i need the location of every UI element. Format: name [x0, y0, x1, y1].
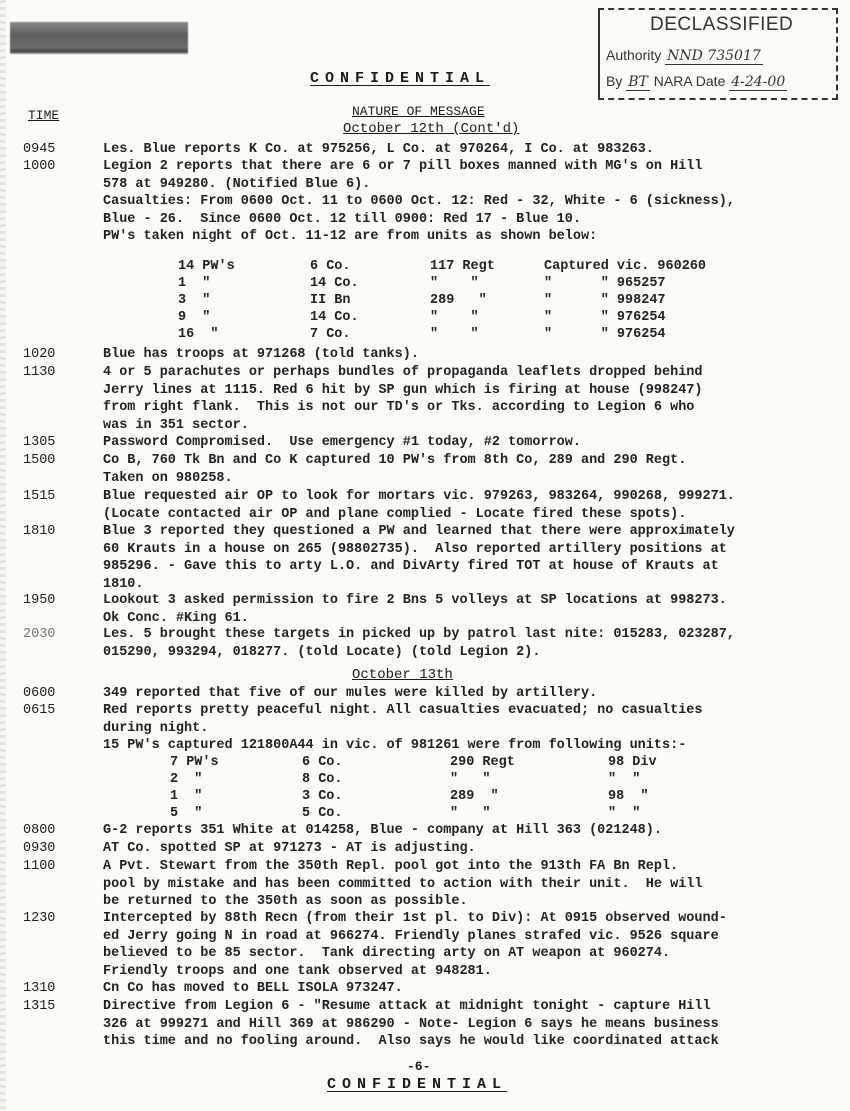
entry-time: 1500 — [23, 453, 56, 468]
classification-header: CONFIDENTIAL — [310, 70, 491, 87]
entry-line: G-2 reports 351 White at 014258, Blue - company at Hill 363 (021248). — [103, 823, 662, 838]
entry-line: Lookout 3 asked permission to fire 2 Bns 5 volleys at SP locations at 998273. — [103, 593, 727, 608]
scan-edge — [0, 0, 6, 1111]
entry-line: Jerry lines at 1115. Red 6 hit by SP gun which is firing at house (998247) — [103, 382, 703, 398]
entry-line: Taken on 980258. — [103, 470, 233, 486]
entry-line: 326 at 999271 and Hill 369 at 986290 - Note- Legion 6 says he means business — [103, 1016, 719, 1032]
pw-table-cell: 289 " — [430, 293, 487, 308]
entry-time: 1230 — [23, 911, 56, 926]
pw-table-cell: 5 " — [170, 806, 203, 821]
pw-table-cell: 14 Co. — [310, 276, 359, 291]
entry-line: Blue 3 reported they questioned a PW and learned that there were approximately — [103, 524, 735, 539]
declassified-stamp — [598, 8, 838, 100]
stamp-authority-value: NND 735017 — [667, 48, 761, 64]
pw-table-cell: " " — [608, 806, 641, 821]
entry-line: Password Compromised. Use emergency #1 today, #2 tomorrow. — [103, 435, 581, 450]
entry-line: from right flank. This is not our TD's or Tks. according to Legion 6 who — [103, 400, 695, 415]
entry-line: Les. 5 brought these targets in picked up by patrol last nite: 015283, 023287, — [103, 627, 735, 642]
entry-line: Co B, 760 Tk Bn and Co K captured 10 PW's from 8th Co, 289 and 290 Regt. — [103, 453, 687, 468]
entry-time: 1305 — [23, 435, 56, 450]
entry-line: 15 PW's captured 121800A44 in vic. of 981261 were from following units:- — [103, 738, 687, 753]
entry-time: 0615 — [23, 703, 56, 718]
entry-line: this time and no fooling around. Also says he would like coordinated attack — [103, 1034, 719, 1049]
stamp-by-value: BT — [628, 74, 648, 90]
entry-line: Blue requested air OP to look for mortars vic. 979263, 983264, 990268, 999271. — [103, 489, 735, 504]
entry-line: pool by mistake and has been committed to action with their unit. He will — [103, 876, 703, 892]
entry-line: Directive from Legion 6 - "Resume attack at midnight tonight - capture Hill — [103, 999, 711, 1014]
entry-time: 1130 — [23, 365, 56, 380]
pw-table-cell: 9 " — [178, 310, 211, 325]
entry-line: Les. Blue reports K Co. at 975256, L Co. at 970264, I Co. at 983263. — [103, 142, 654, 157]
pw-table-cell: 7 Co. — [310, 327, 351, 342]
entry-line: 1810. — [103, 576, 144, 592]
entry-time: 0930 — [23, 841, 56, 856]
pw-table-cell: 14 Co. — [310, 310, 359, 325]
pw-table-cell: 6 Co. — [310, 259, 351, 274]
pw-table-cell: II Bn — [310, 293, 351, 308]
entry-line: Friendly troops and one tank observed at 948281. — [103, 963, 492, 979]
pw-table-cell: 290 Regt — [450, 755, 515, 770]
pw-table-cell: 1 " — [178, 276, 211, 291]
pw-table-cell: " " 976254 — [544, 310, 666, 325]
entry-line: 578 at 949280. (Notified Blue 6). — [103, 176, 371, 192]
entry-line: 349 reported that five of our mules were killed by artillery. — [103, 686, 598, 701]
entry-time: 0945 — [23, 142, 56, 157]
pw-table-cell: " " — [430, 310, 479, 325]
entry-time: 1515 — [23, 489, 56, 504]
pw-table-cell: " " — [450, 806, 491, 821]
entry-line: A Pvt. Stewart from the 350th Repl. pool got into the 913th FA Bn Repl. — [103, 859, 679, 874]
nature-column-header: NATURE OF MESSAGE — [352, 104, 485, 119]
entry-line: was in 351 sector. — [103, 417, 249, 433]
pw-table-cell: Captured vic. 960260 — [544, 259, 707, 274]
pw-table-cell: " " — [608, 772, 641, 787]
pw-table-cell: 117 Regt — [430, 259, 495, 274]
pw-table-cell: 3 Co. — [302, 789, 343, 804]
stamp-nara-value: 4-24-00 — [731, 74, 786, 90]
entry-line: Cn Co has moved to BELL ISOLA 973247. — [103, 981, 403, 996]
time-column-header: TIME — [28, 108, 60, 123]
page-number: -6- — [407, 1059, 431, 1074]
entry-time: 0800 — [23, 823, 56, 838]
entry-line: Blue has troops at 971268 (told tanks). — [103, 347, 419, 362]
pw-table-cell: 1 " — [170, 789, 203, 804]
pw-table-cell: 16 " — [178, 327, 219, 342]
stamp-by — [606, 72, 787, 91]
pw-table-cell: 289 " — [450, 789, 499, 804]
pw-table-cell: " " 998247 — [544, 293, 666, 308]
pw-table-cell: " " — [450, 772, 491, 787]
entry-time: 1000 — [23, 159, 56, 174]
classification-footer: CONFIDENTIAL — [327, 1076, 508, 1093]
entry-time: 1100 — [23, 859, 56, 874]
entry-line: Red reports pretty peaceful night. All casualties evacuated; no casualties — [103, 703, 703, 718]
stamp-authority — [606, 46, 763, 65]
pw-table-cell: 98 Div — [608, 755, 657, 770]
pw-table-cell: 2 " — [170, 772, 203, 787]
entry-time: 1020 — [23, 347, 56, 362]
pw-table-cell: " " 976254 — [544, 327, 666, 342]
entry-line: PW's taken night of Oct. 11-12 are from units as shown below: — [103, 229, 598, 244]
entry-line: during night. — [103, 720, 209, 736]
entry-line: Casualties: From 0600 Oct. 11 to 0600 Oct. 12: Red - 32, White - 6 (sickness), — [103, 194, 735, 209]
entry-line: Intercepted by 88th Recn (from their 1st pl. to Div): At 0915 observed wound- — [103, 911, 727, 926]
entry-time: 0600 — [23, 686, 56, 701]
entry-line: AT Co. spotted SP at 971273 - AT is adjusting. — [103, 841, 476, 856]
pw-table-cell: 7 PW's — [170, 755, 219, 770]
entry-line: believed to be 85 sector. Tank directing arty on AT weapon at 960274. — [103, 946, 671, 961]
pw-table-cell: 8 Co. — [302, 772, 343, 787]
entry-time: 1950 — [23, 593, 56, 608]
pw-table-cell: 14 PW's — [178, 259, 235, 274]
pw-table-cell: " " — [430, 327, 479, 342]
entry-line: ed Jerry going N in road at 966274. Friendly planes strafed vic. 9526 square — [103, 928, 719, 944]
entry-line: 985296. - Gave this to arty L.O. and DivArty fired TOT at house of Krauts at — [103, 559, 719, 574]
pw-table-cell: " " 965257 — [544, 276, 666, 291]
scan-smudge — [10, 22, 188, 54]
entry-time: 1810 — [23, 524, 56, 539]
pw-table-cell: 6 Co. — [302, 755, 343, 770]
entry-line: Legion 2 reports that there are 6 or 7 pill boxes manned with MG's on Hill — [103, 159, 703, 174]
stamp-by-label: By — [606, 73, 623, 89]
stamp-authority-label: Authority — [606, 47, 662, 63]
pw-table-cell: 3 " — [178, 293, 211, 308]
date-heading-oct12: October 12th (Cont'd) — [343, 121, 520, 137]
entry-line: 015290, 993294, 018277. (told Locate) (told Legion 2). — [103, 644, 541, 660]
entry-line: Blue - 26. Since 0600 Oct. 12 till 0900: Red 17 - Blue 10. — [103, 211, 581, 227]
entry-time: 1315 — [23, 999, 56, 1014]
pw-table-cell: 5 Co. — [302, 806, 343, 821]
pw-table-cell: 98 " — [608, 789, 649, 804]
entry-time: 1310 — [23, 981, 56, 996]
date-heading-oct13: October 13th — [352, 667, 453, 683]
stamp-title: DECLASSIFIED — [650, 14, 794, 35]
entry-line: 4 or 5 parachutes or perhaps bundles of propaganda leaflets dropped behind — [103, 365, 703, 380]
entry-line: (Locate contacted air OP and plane complied - Locate fired these spots). — [103, 506, 687, 522]
entry-line: Ok Conc. #King 61. — [103, 610, 249, 626]
stamp-nara-label: NARA Date — [653, 73, 726, 89]
pw-table-cell: " " — [430, 276, 479, 291]
entry-line: 60 Krauts in a house on 265 (98802735). Also reported artillery positions at — [103, 541, 727, 557]
entry-line: be returned to the 350th as soon as possible. — [103, 894, 468, 909]
entry-time: 2030 — [23, 627, 56, 642]
